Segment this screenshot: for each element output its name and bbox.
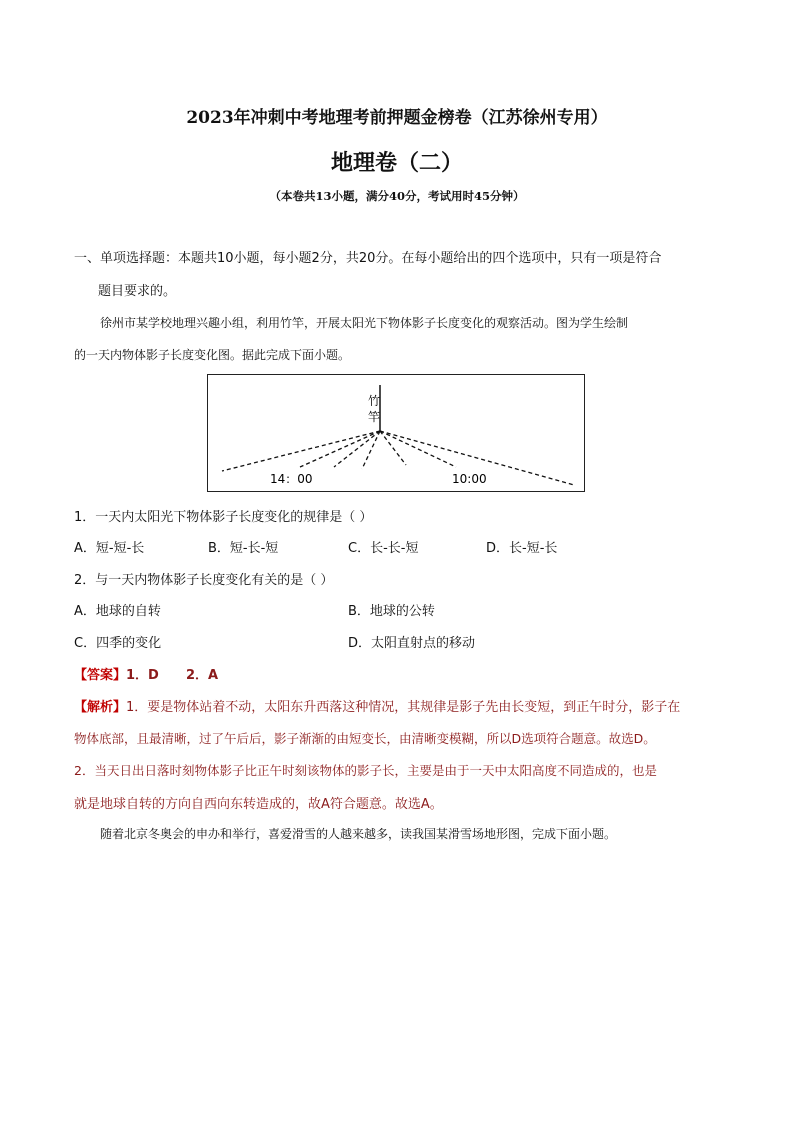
question-1-option-b: B．短-长-短 [208,541,279,556]
pole-label-1: 竹 [368,394,381,408]
question-2-option-c: C．四季的变化 [74,636,162,651]
exam-note: （本卷共13小题，满分40分，考试用时45分钟） [269,189,525,203]
analysis-line2: 物体底部，且最清晰，过了午后后，影子渐渐的由短变长，由清晰变模糊，所以D选项符合题意。故选D。 [74,731,656,746]
pole-label-2: 竿 [368,410,381,424]
analysis-tag: 【解析】 [74,700,127,715]
shadow-line [222,431,380,471]
analysis-text-1: 1．要是物体站着不动，太阳东升西落这种情况，其规律是影子先由长变短，到正午时分，影子在 [126,700,681,715]
shadow-line [362,431,380,469]
question-1-option-a: A．短-短-长 [74,541,145,556]
question-2-stem: 2．与一天内物体影子长度变化有关的是（ ） [74,573,334,588]
section-heading-line2: 题目要求的。 [98,284,177,299]
shadow-line [380,431,406,465]
question-2-option-a: A．地球的自转 [74,604,161,619]
answer-tag: 【答案】 [74,668,127,683]
shadow-figure [207,374,585,492]
time-label-1400: 14：00 [270,472,313,486]
question-1-option-c: C．长-长-短 [348,541,419,556]
analysis-line1 [74,696,680,715]
analysis-line4: 就是地球自转的方向自西向东转造成的，故A符合题意。故选A。 [74,797,443,812]
shadow-line [380,431,456,467]
next-question-intro: 随着北京冬奥会的申办和举行，喜爱滑雪的人越来越多，读我国某滑雪场地形图，完成下面小题。 [100,827,617,841]
question-2-option-d: D．太阳直射点的移动 [348,636,476,651]
paper-subtitle: 地理卷（二） [330,150,463,176]
answer-line [74,664,218,683]
exam-title: 2023年冲刺中考地理考前押题金榜卷（江苏徐州专用） [186,108,608,128]
shadow-diagram [208,375,584,491]
question-1-stem: 1．一天内太阳光下物体影子长度变化的规律是（ ） [74,510,373,525]
time-label-1000: 10:00 [452,472,487,486]
analysis-line3: 2．当天日出日落时刻物体影子比正午时刻该物体的影子长，主要是由于一天中太阳高度不同造成的，也是 [74,763,657,778]
intro-line2: 的一天内物体影子长度变化图。据此完成下面小题。 [74,348,351,362]
answer-text: 1．D 2．A [126,668,219,683]
intro-line1: 徐州市某学校地理兴趣小组，利用竹竿，开展太阳光下物体影子长度变化的观察活动。图为学生绘制 [100,316,629,330]
section-heading-line1: 一、单项选择题：本题共10小题，每小题2分，共20分。在每小题给出的四个选项中，只有一项是符合 [74,251,662,266]
question-2-option-b: B．地球的公转 [348,604,435,619]
question-1-option-d: D．长-短-长 [486,541,558,556]
